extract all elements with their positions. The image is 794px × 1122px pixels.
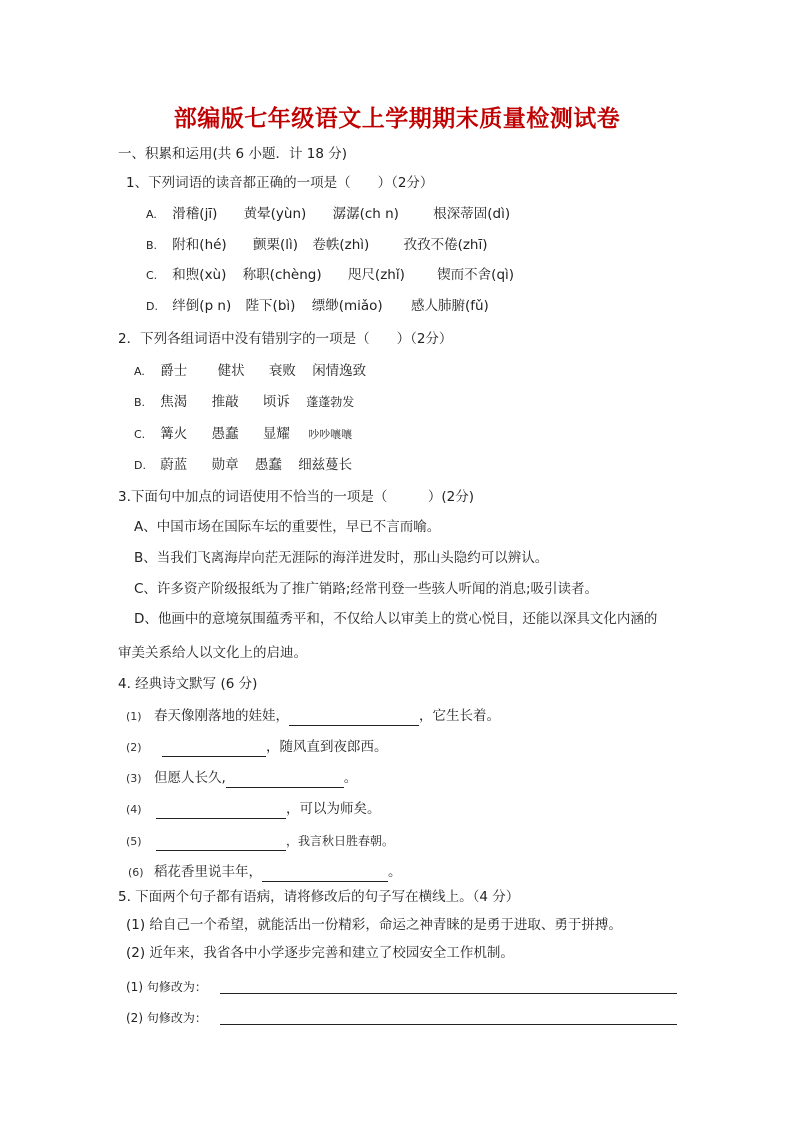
answer-blank[interactable] [156, 804, 286, 819]
question-3-option-d-continued: 审美关系给人以文化上的启迪。 [118, 645, 307, 661]
recitation-item-3 [126, 769, 357, 788]
item-text-after: ，我言秋日胜春朝。 [286, 834, 395, 848]
option-letter: D. [134, 459, 146, 472]
page-title: 部编版七年级语文上学期期末质量检测试卷 [173, 105, 621, 132]
item-text-after: ，它生长着。 [419, 708, 500, 724]
option-word: 感人肺腑(fǔ) [410, 298, 489, 314]
option-letter: B. [146, 239, 158, 252]
revision-label-1: (1) 句修改为： [126, 980, 207, 994]
item-text-before: 稻花香里说丰年， [154, 864, 262, 880]
option-word: 显耀 [262, 426, 290, 442]
option-word: 绊倒(p n) [172, 298, 232, 314]
option-word: 愚蠢 [211, 426, 239, 442]
option-word: 蔚蓝 [160, 457, 188, 473]
question-2-option-a [134, 362, 388, 381]
option-word: 勋章 [211, 457, 239, 473]
option-letter: B. [134, 396, 146, 409]
question-2-option-c [134, 425, 374, 444]
option-word: 孜孜不倦(zhī) [403, 237, 488, 253]
option-word: 潺潺(ch n) [332, 206, 399, 222]
option-word: 陛下(bì) [245, 298, 296, 314]
option-word: 咫尺(zhǐ) [347, 267, 405, 283]
item-number: (3) [126, 772, 142, 785]
item-number: (1) [126, 710, 142, 723]
option-letter: D. [146, 300, 158, 313]
option-word: 焦渴 [160, 394, 188, 410]
option-letter: A. [134, 365, 145, 378]
item-number: (2) [126, 741, 142, 754]
option-word: 和煦(xù) [172, 267, 227, 283]
item-text-after: ，可以为师矣。 [286, 801, 381, 817]
option-word: 缥缈(miǎo) [311, 298, 383, 314]
recitation-item-5 [126, 832, 394, 851]
recitation-item-1 [126, 707, 500, 726]
answer-blank[interactable] [162, 742, 266, 757]
revision-label-2: (2) 句修改为： [126, 1011, 207, 1025]
option-letter: A. [146, 208, 157, 221]
question-1-option-b [146, 236, 510, 255]
revision-answer-line-2[interactable] [220, 1023, 677, 1025]
option-word: 颤栗(lì) [253, 237, 299, 253]
option-word: 卷帙(zhì) [312, 237, 370, 253]
option-word: 闲情逸致 [312, 363, 367, 379]
section-heading: 一、积累和运用(共 6 小题．计 18 分) [118, 146, 347, 162]
question-3-stem: 3.下面句中加点的词语使用不恰当的一项是（ ）(2分) [118, 489, 475, 505]
option-word: 衰败 [268, 363, 296, 379]
recitation-item-6 [128, 863, 402, 882]
question-1-stem: 1、下列词语的读音都正确的一项是（ ）（2分） [126, 175, 434, 191]
option-word: 顷诉 [262, 394, 290, 410]
answer-blank[interactable] [156, 836, 286, 851]
option-word: 根深蒂固(dì) [433, 206, 511, 222]
question-3-option-c: C、许多资产阶级报纸为了推广销路;经常刊登一些骇人听闻的消息;吸引读者。 [134, 581, 599, 597]
item-number: (4) [126, 803, 142, 816]
option-word: 爵士 [160, 363, 188, 379]
recitation-item-4 [126, 800, 381, 819]
revision-answer-line-1[interactable] [220, 992, 677, 994]
question-4-stem: 4. 经典诗文默写 (6 分) [118, 676, 258, 692]
option-word: 篝火 [160, 426, 188, 442]
recitation-item-2 [126, 738, 388, 757]
question-3-option-a: A、中国市场在国际车坛的重要性，早已不言而喻。 [134, 519, 441, 535]
question-5-stem: 5. 下面两个句子都有语病，请将修改后的句子写在横线上。（4 分） [118, 889, 520, 905]
answer-blank[interactable] [262, 867, 388, 882]
item-text-after: 。 [388, 864, 402, 880]
item-number: (6) [128, 866, 144, 879]
option-word: 滑稽(jī) [172, 206, 218, 222]
option-word: 健状 [217, 363, 245, 379]
question-1-option-d [146, 297, 511, 316]
option-word: 细兹蔓长 [298, 457, 353, 473]
option-word: 锲而不舍(qì) [437, 267, 515, 283]
item-text-before: 但愿人长久, [154, 770, 226, 786]
item-text-after: ，随风直到夜郎西。 [266, 739, 388, 755]
item-text-before: 春天像刚落地的娃娃， [154, 708, 289, 724]
option-word: 称职(chèng) [242, 267, 322, 283]
item-text-after: 。 [343, 770, 358, 786]
question-1-option-a [146, 205, 532, 224]
faulty-sentence-1: (1) 给自己一个希望，就能活出一份精彩，命运之神青睐的是勇于进取、勇于拼搏。 [126, 917, 622, 933]
faulty-sentence-2: (2) 近年来，我省各中小学逐步完善和建立了校园安全工作机制。 [126, 945, 514, 961]
option-word: 附和(hé) [172, 237, 227, 253]
question-3-option-d: D、他画中的意境氛围蕴秀平和，不仅给人以审美上的赏心悦目，还能以深具文化内涵的 [134, 611, 658, 627]
answer-blank[interactable] [289, 711, 419, 726]
option-letter: C. [134, 428, 146, 441]
option-word: 吵吵嚷嚷 [308, 428, 353, 441]
option-word: 蓬蓬勃发 [306, 395, 355, 409]
option-word: 黄晕(yùn) [243, 206, 307, 222]
question-2-option-d [134, 456, 374, 475]
option-letter: C. [146, 269, 158, 282]
option-word: 愚蠢 [254, 457, 282, 473]
item-number: (5) [126, 835, 142, 848]
question-3-option-b: B、当我们飞离海岸向茫无涯际的海洋进发时，那山头隐约可以辨认。 [134, 550, 549, 566]
question-2-stem: 2．下列各组词语中没有错别字的一项是（ ）（2分） [118, 331, 453, 347]
answer-blank[interactable] [226, 773, 344, 788]
question-1-option-c [146, 266, 536, 285]
question-2-option-b [134, 393, 376, 412]
option-word: 推敲 [211, 394, 239, 410]
